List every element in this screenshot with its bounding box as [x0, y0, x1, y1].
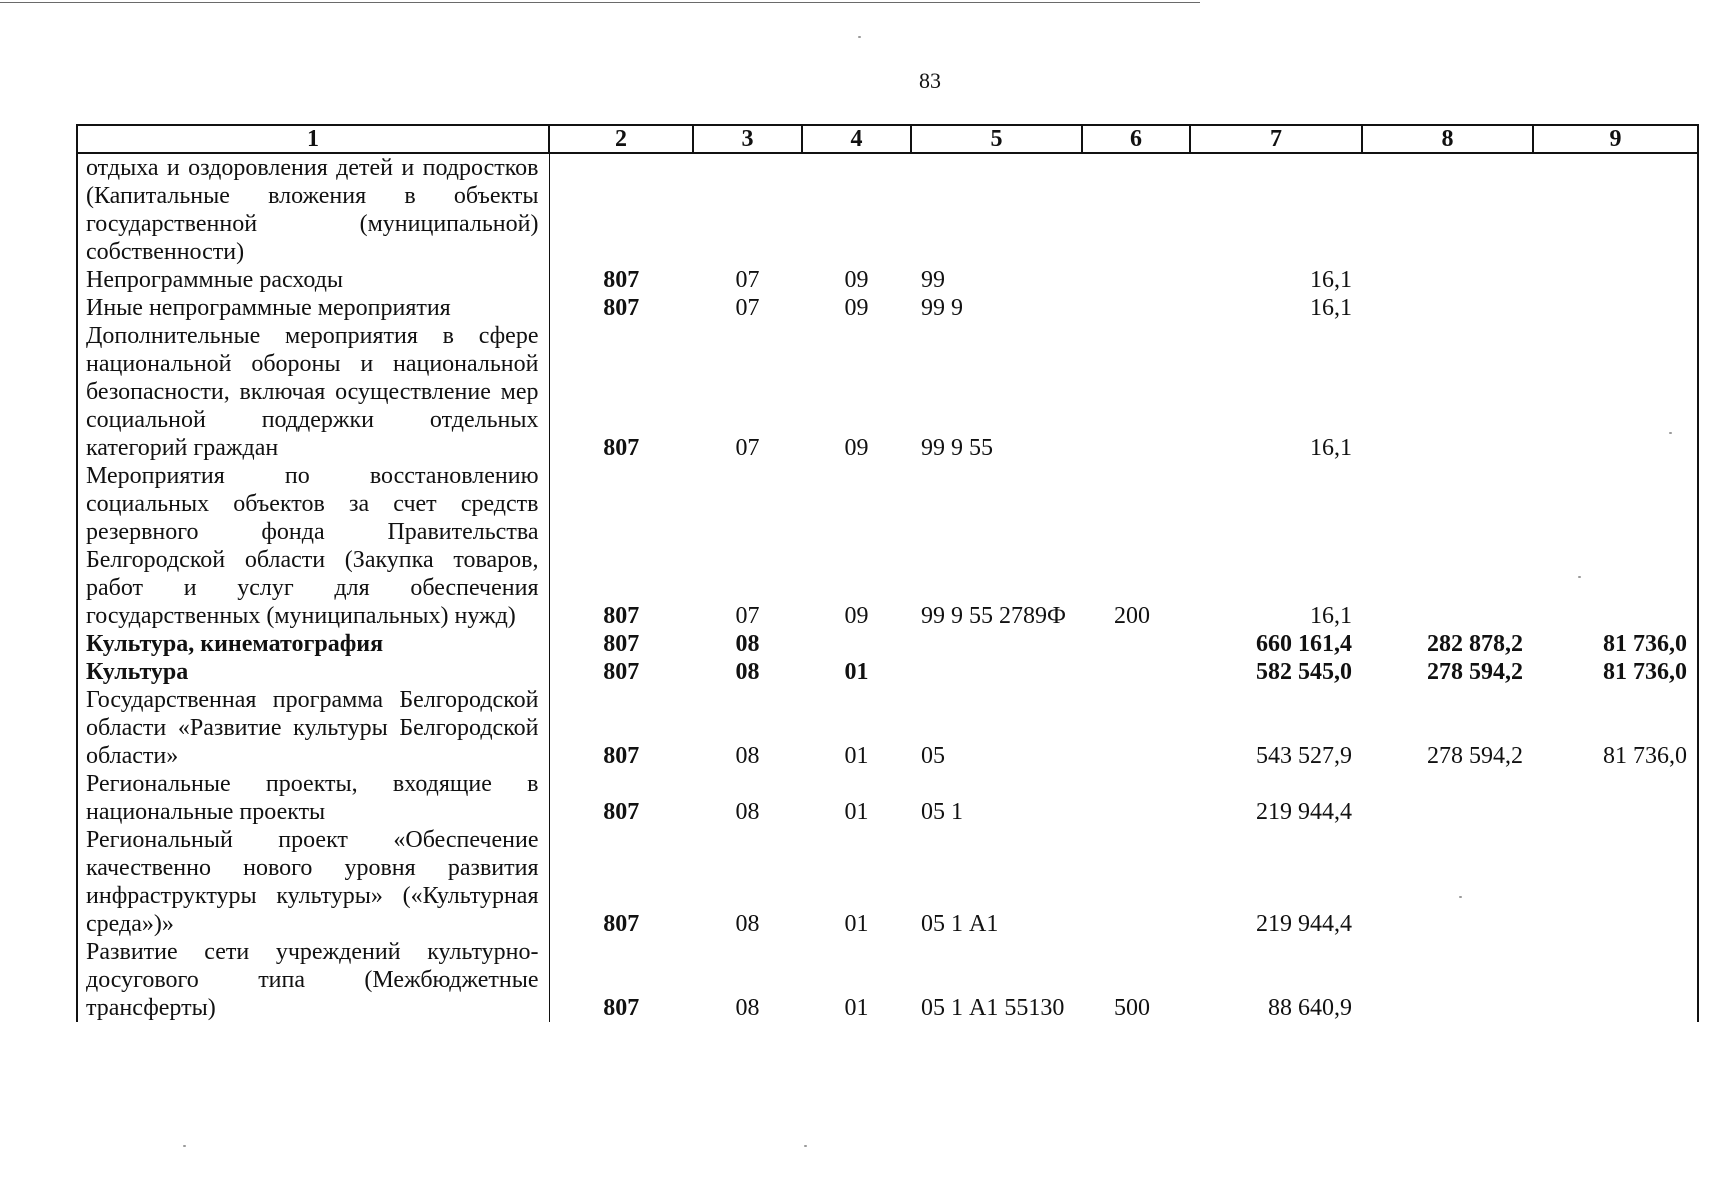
row-section-cell: 08 — [735, 631, 760, 657]
row-amount-cell: 543 527,9 — [1256, 743, 1352, 769]
row-name-cell: Непрограммные расходы — [77, 266, 549, 294]
row-code-cell: 807 — [549, 770, 693, 826]
row-target-cell — [911, 153, 1082, 266]
row-section-cell: 07 — [735, 603, 760, 629]
header-cell: 3 — [693, 125, 802, 153]
table-row — [77, 658, 1698, 686]
table-row — [77, 294, 1698, 322]
row-amount-cell: 81 736,0 — [1533, 630, 1698, 658]
header-cell: 1 — [77, 125, 549, 153]
row-subsection-cell: 01 — [844, 911, 869, 937]
page-number: 83 — [919, 68, 941, 93]
row-target-cell: 05 — [921, 743, 945, 769]
row-expense-type-cell — [1082, 826, 1190, 938]
row-expense-type-cell — [1082, 630, 1190, 658]
row-amount-cell — [1362, 322, 1533, 462]
row-amount-cell: 282 878,2 — [1427, 631, 1523, 657]
row-amount-cell — [1362, 294, 1533, 322]
header-cell: 7 — [1190, 125, 1362, 153]
scan-speck — [858, 36, 861, 38]
row-target-cell: 99 9 55 2789Ф — [921, 603, 1066, 629]
row-name-cell: Региональный проект «Обеспечение качественно нового уровня развития инфраструктуры культуры» («Культурная среда»)» — [77, 826, 549, 938]
scan-speck — [804, 1145, 807, 1147]
row-amount-cell — [1362, 938, 1533, 1022]
row-amount-cell — [1533, 294, 1698, 322]
row-target-cell: 05 1 А1 55130 — [921, 995, 1065, 1021]
row-amount-cell — [1190, 153, 1362, 266]
scan-speck — [1459, 896, 1462, 898]
row-amount-cell: 582 545,0 — [1256, 659, 1352, 685]
row-name-cell: Мероприятия по восстановлению социальных объектов за счет средств резервного фонда Правительства Белгородской области (Закупка товаров, работ и услуг для обеспечения государственных (муниципальных) нужд) — [77, 462, 549, 630]
row-amount-cell — [1533, 462, 1698, 630]
row-target-cell — [911, 658, 1082, 686]
row-amount-cell: 16,1 — [1310, 267, 1352, 293]
row-amount-cell: 16,1 — [1310, 435, 1352, 461]
row-target-cell — [911, 630, 1082, 658]
row-amount-cell: 278 594,2 — [1427, 743, 1523, 769]
row-target-cell: 99 9 — [921, 295, 963, 321]
row-subsection-cell: 09 — [844, 295, 869, 321]
row-expense-type-cell — [1082, 322, 1190, 462]
row-amount-cell: 81 736,0 — [1533, 686, 1698, 770]
row-amount-cell — [1533, 770, 1698, 826]
row-section-cell: 07 — [735, 267, 760, 293]
row-amount-cell: 16,1 — [1310, 295, 1352, 321]
row-name-cell: Культура — [77, 658, 549, 686]
table-row — [77, 770, 1698, 826]
row-section-cell: 08 — [735, 659, 760, 685]
header-cell: 6 — [1082, 125, 1190, 153]
row-target-cell: 99 9 55 — [921, 435, 993, 461]
header-cell: 8 — [1362, 125, 1533, 153]
row-amount-cell — [1362, 826, 1533, 938]
table-body — [77, 153, 1698, 1022]
header-cell: 4 — [802, 125, 911, 153]
row-amount-cell — [1533, 826, 1698, 938]
row-amount-cell: 278 594,2 — [1427, 659, 1523, 685]
row-subsection-cell: 09 — [844, 267, 869, 293]
table-row — [77, 322, 1698, 462]
header-cell: 5 — [911, 125, 1082, 153]
row-code-cell: 807 — [549, 658, 693, 686]
row-section-cell: 08 — [735, 911, 760, 937]
row-amount-cell: 219 944,4 — [1256, 911, 1352, 937]
row-subsection-cell: 01 — [844, 659, 869, 685]
row-name-cell: Развитие сети учреждений культурно-досугового типа (Межбюджетные трансферты) — [77, 938, 549, 1022]
row-section-cell: 08 — [735, 995, 760, 1021]
row-section-cell: 08 — [735, 743, 760, 769]
row-name-cell: Культура, кинематография — [77, 630, 549, 658]
budget-table — [76, 124, 1699, 1022]
table-row — [77, 462, 1698, 630]
row-name-cell: Региональные проекты, входящие в национальные проекты — [77, 770, 549, 826]
row-amount-cell: 219 944,4 — [1256, 799, 1352, 825]
row-amount-cell — [1362, 153, 1533, 266]
header-cell: 2 — [549, 125, 693, 153]
row-name-cell: Дополнительные мероприятия в сфере национальной обороны и национальной безопасности, включая осуществление мер социальной поддержки отдельных категорий граждан — [77, 322, 549, 462]
row-code-cell: 807 — [549, 294, 693, 322]
row-code-cell: 807 — [549, 322, 693, 462]
row-code-cell: 807 — [549, 686, 693, 770]
table-row — [77, 826, 1698, 938]
row-name-cell: отдыха и оздоровления детей и подростков (Капитальные вложения в объекты государственной (муниципальной) собственности) — [77, 153, 549, 266]
row-amount-cell — [1362, 266, 1533, 294]
row-code-cell: 807 — [549, 630, 693, 658]
row-name-cell: Иные непрограммные мероприятия — [77, 294, 549, 322]
row-subsection-cell: 01 — [844, 995, 869, 1021]
row-expense-type-cell: 500 — [1114, 995, 1150, 1021]
row-expense-type-cell — [1082, 153, 1190, 266]
row-section-cell: 07 — [735, 295, 760, 321]
table-row — [77, 686, 1698, 770]
table-row — [77, 153, 1698, 266]
row-amount-cell — [1362, 462, 1533, 630]
row-subsection-cell: 09 — [844, 603, 869, 629]
row-section-cell: 08 — [735, 799, 760, 825]
row-amount-cell: 88 640,9 — [1268, 995, 1352, 1021]
scan-speck — [183, 1145, 186, 1147]
scan-top-rule — [0, 2, 1200, 3]
row-subsection-cell — [802, 630, 911, 658]
row-code-cell: 807 — [549, 938, 693, 1022]
row-amount-cell — [1362, 770, 1533, 826]
row-amount-cell — [1533, 322, 1698, 462]
row-subsection-cell — [802, 153, 911, 266]
row-section-cell: 07 — [735, 435, 760, 461]
row-target-cell: 99 — [921, 267, 945, 293]
row-subsection-cell: 01 — [844, 799, 869, 825]
row-amount-cell — [1533, 938, 1698, 1022]
row-section-cell — [693, 153, 802, 266]
row-amount-cell — [1533, 266, 1698, 294]
table-row — [77, 938, 1698, 1022]
row-expense-type-cell — [1082, 770, 1190, 826]
table-row — [77, 266, 1698, 294]
row-expense-type-cell — [1082, 686, 1190, 770]
table-row — [77, 630, 1698, 658]
row-target-cell: 05 1 А1 — [921, 911, 999, 937]
row-code-cell — [549, 153, 693, 266]
row-subsection-cell: 01 — [844, 743, 869, 769]
row-code-cell: 807 — [549, 826, 693, 938]
header-row — [77, 125, 1698, 153]
row-code-cell: 807 — [549, 266, 693, 294]
row-expense-type-cell — [1082, 658, 1190, 686]
row-amount-cell — [1533, 153, 1698, 266]
row-target-cell: 05 1 — [921, 799, 963, 825]
header-cell: 9 — [1533, 125, 1698, 153]
row-expense-type-cell — [1082, 294, 1190, 322]
row-expense-type-cell — [1082, 266, 1190, 294]
row-subsection-cell: 09 — [844, 435, 869, 461]
row-amount-cell: 660 161,4 — [1256, 631, 1352, 657]
row-amount-cell: 81 736,0 — [1533, 658, 1698, 686]
row-name-cell: Государственная программа Белгородской области «Развитие культуры Белгородской области» — [77, 686, 549, 770]
scan-speck — [1669, 432, 1672, 434]
row-expense-type-cell: 200 — [1114, 603, 1150, 629]
scan-speck — [1578, 576, 1581, 578]
row-code-cell: 807 — [549, 462, 693, 630]
row-amount-cell: 16,1 — [1310, 603, 1352, 629]
